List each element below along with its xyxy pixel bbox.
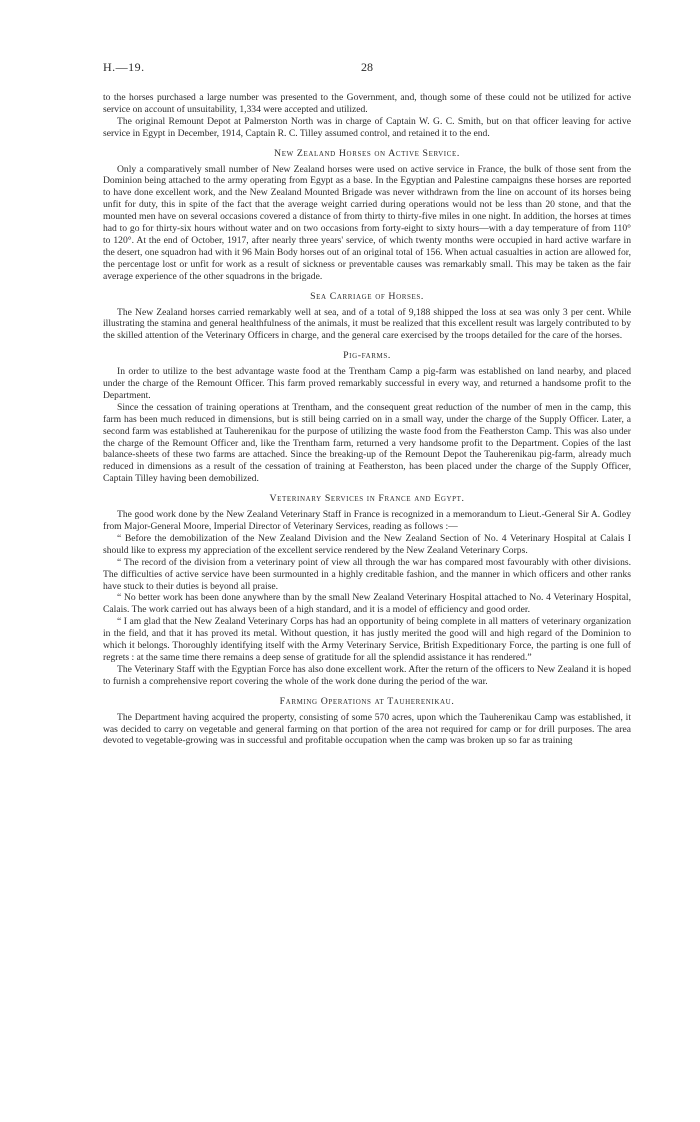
page-number: 28 xyxy=(361,60,373,74)
section-paragraph: Only a comparatively small number of New Zealand horses were used on active service in France, the bulk of those sent from the Dominion being attached to the army operating from Egypt as a base. In the Egyptian and Palestine campaigns these horses are reported to have done excellent work, and the New Zealand Mounted Brigade was never withdrawn from the line on account of its horses being unfit for duty, this in spite of the fact that the average weight carried during operations would not be less than 20 stone, and that the mounted men have on several occasions covered a distance of from thirty to thirty-five miles in one night. In addition, the horses at times had to go for thirty-six hours without water and on two occasions from forty-eight to sixty hours—with a day temperature of from 110° to 120°. At the end of October, 1917, after nearly three years' service, of which twenty months were occupied in hard active warfare in the desert, one squadron had with it 96 Main Body horses out of an original total of 156. When actual casualties in action are allowed for, the percentage lost or unfit for work as a result of sickness or preventable causes was remarkably small. This may be taken as the fair average experience of the other squadrons in the brigade. xyxy=(103,163,631,282)
section-heading: Pig-farms. xyxy=(343,350,391,362)
section-paragraph: The Veterinary Staff with the Egyptian Force has also done excellent work. After the return of the officers to New Zealand it is hoped to furnish a comprehensive report covering the whole of the work done during the period of the war. xyxy=(103,663,631,687)
quoted-paragraph: “ Before the demobilization of the New Zealand Division and the New Zealand Section of No. 4 Veterinary Hospital at Calais I should like to express my appreciation of the excellent service rendered by the New Zealand Veterinary Corps. xyxy=(103,532,631,556)
running-header xyxy=(103,62,631,92)
section-heading: Farming Operations at Tauherenikau. xyxy=(279,695,455,707)
section-horses-active-service xyxy=(103,148,631,283)
quoted-paragraph: “ I am glad that the New Zealand Veterinary Corps has had an opportunity of being complete in all matters of veterinary organization in the field, and that it has proved its metal. Without question, it has justly merited the good will and high regard of the Dominion to which it belongs. Thoroughly identifying itself with the Army Veterinary Service, British Expeditionary Force, the parting is one full of regrets : at the same time there remains a deep sense of gratitude for all the splendid assistance it has rendered.” xyxy=(103,616,631,663)
section-paragraph: The Department having acquired the property, consisting of some 570 acres, upon which the Tauherenikau Camp was established, it was decided to carry on vegetable and general farming on that portion of the area not required for camp or for drill purposes. The area devoted to vegetable-growing was in successful and profitable occupation when the camp was broken up so far as training xyxy=(103,711,631,747)
section-heading: Sea Carriage of Horses. xyxy=(310,290,424,302)
section-veterinary-services xyxy=(103,493,631,688)
section-paragraph: The New Zealand horses carried remarkably well at sea, and of a total of 9,188 shipped the loss at sea was only 3 per cent. While illustrating the stamina and general healthfulness of the animals, it must be realized that this excellent result was largely contributed to by the skilled attention of the Veterinary Officers in charge, and the general care exercised by the troops detailed for the care of the horses. xyxy=(103,306,631,342)
section-paragraph: The good work done by the New Zealand Veterinary Staff in France is recognized in a memorandum to Lieut.-General Sir A. Godley from Major-General Moore, Imperial Director of Veterinary Services, reading as follows :— xyxy=(103,509,631,532)
document-page xyxy=(103,62,631,747)
quoted-paragraph: “ The record of the division from a veterinary point of view all through the war has compared most favourably with other divisions. The difficulties of active service have been surmounted in a highly creditable fashion, and the manner in which officers and other ranks have stuck to their duties is beyond all praise. xyxy=(103,556,631,592)
intro-paragraph-2: The original Remount Depot at Palmerston North was in charge of Captain W. G. C. Smith, but on that officer leaving for active service in Egypt in December, 1914, Captain R. C. Tilley assumed control, and retained it to the end. xyxy=(103,115,631,139)
section-paragraph: In order to utilize to the best advantage waste food at the Trentham Camp a pig-farm was established on land nearby, and placed under the charge of the Remount Officer. This farm proved remarkably successful in every way, and returned a handsome profit to the Department. xyxy=(103,366,631,401)
section-heading: Veterinary Services in France and Egypt. xyxy=(269,493,465,505)
section-sea-carriage xyxy=(103,291,631,343)
section-farming-operations xyxy=(103,696,631,748)
section-paragraph: Since the cessation of training operations at Trentham, and the consequent great reduction of the number of men in the camp, this farm has been much reduced in dimensions, but is still being carried on in a small way, under the charge of the Supply Officer. Later, a second farm was established at Tauherenikau for the purpose of utilizing the waste food from the Featherston Camp. This was also under the charge of the Remount Officer and, like the Trentham farm, returned a very handsome profit to the Department. Copies of the last balance-sheets of these two farms are attached. Since the breaking-up of the Remount Depot the Tauherenikau pig-farm, already much reduced in dimensions as a result of the cessation of training at Featherston, has been placed under the charge of the Supply Officer, Captain Tilley having been demobilized. xyxy=(103,401,631,485)
quoted-paragraph: “ No better work has been done anywhere than by the small New Zealand Veterinary Hospital attached to No. 4 Veterinary Hospital, Calais. The work carried out has always been of a high standard, and it is a model of efficiency and good order. xyxy=(103,592,631,616)
section-pig-farms xyxy=(103,350,631,485)
document-code: H.—19. xyxy=(103,60,145,74)
intro-paragraph-1: to the horses purchased a large number was presented to the Government, and, though some of these could not be utilized for active service on account of unsuitability, 1,334 were accepted and utilized. xyxy=(103,92,631,115)
section-heading: New Zealand Horses on Active Service. xyxy=(274,147,460,159)
